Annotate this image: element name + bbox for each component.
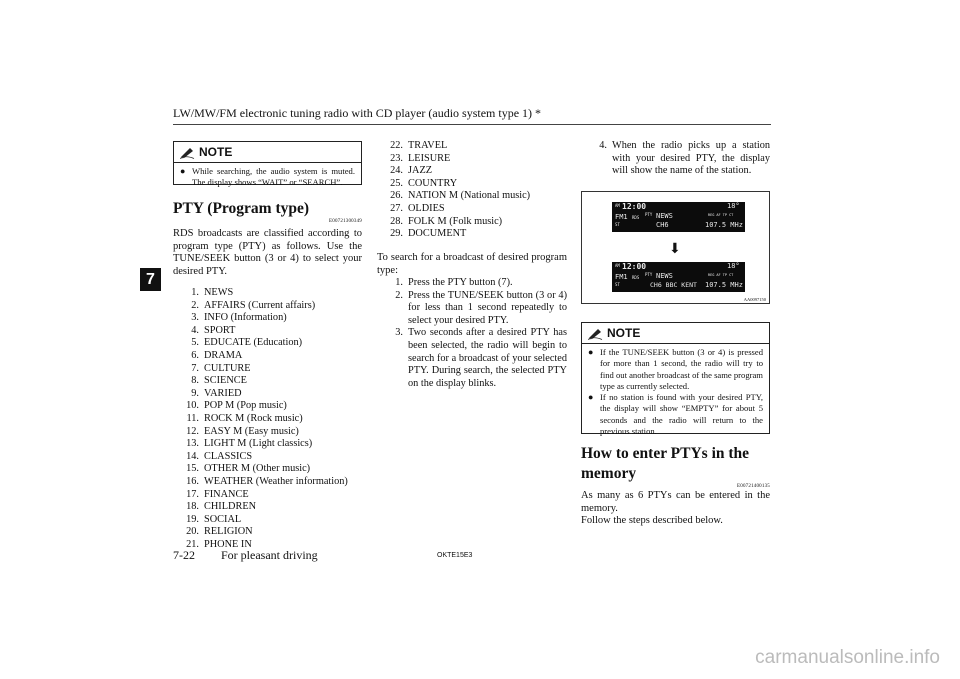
pty-list-item: 25. COUNTRY: [390, 177, 458, 189]
pty-list-text: RELIGION: [204, 526, 253, 538]
radio-display-before: AM 12:00 18° FM1 RDS PTY NEWS REG AF TP CT ST CH6 107.5 MHz: [612, 202, 745, 232]
note-body: [174, 163, 361, 192]
section-code-memory: E00721400135: [737, 484, 770, 489]
pty-list-item: 14. CLASSICS: [186, 450, 253, 462]
pty-list-text: EASY M (Easy music): [204, 425, 299, 437]
temperature-readout: 18°: [727, 262, 740, 270]
pty-list-item: 18. CHILDREN: [186, 501, 257, 513]
pty-list-item: 3. INFO (Information): [191, 312, 287, 324]
pty-list-item: 27. OLDIES: [390, 202, 445, 214]
band-readout: FM1: [615, 213, 628, 221]
pty-list-text: VARIED: [204, 387, 242, 399]
bullet-icon: ●: [588, 392, 594, 403]
pty-list-item: 23. LEISURE: [390, 152, 451, 164]
note-bullet-text: If the TUNE/SEEK button (3 or 4) is pressed for more than 1 second, the radio will try to find out another broadcast of the same program type as currently selected.: [600, 347, 763, 391]
step-text: Press the TUNE/SEEK button (3 or 4) for less than 1 second repeatedly to select your desired PTY.: [408, 289, 567, 326]
pty-list-text: NATION M (National music): [408, 190, 531, 202]
pty-list-item: 19. SOCIAL: [186, 513, 242, 525]
running-header: LW/MW/FM electronic tuning radio with CD player (audio system type 1) *: [173, 106, 542, 120]
pty-list-item: 15. OTHER M (Other music): [186, 463, 311, 475]
pty-list-text: CHILDREN: [204, 501, 257, 513]
pty-intro-paragraph: RDS broadcasts are classified according to program type (PTY) as follows. Use the TUNE/SEEK button (3 or 4) to select your desired PTY.: [173, 228, 362, 277]
pty-list-text: TRAVEL: [408, 140, 448, 151]
step-text: Press the PTY button (7).: [408, 277, 513, 288]
pencil-icon: [588, 327, 603, 340]
page-number: 7-22: [173, 548, 195, 562]
pty-list-item: 6. DRAMA: [191, 349, 243, 361]
pty-readout: NEWS: [656, 272, 673, 280]
pty-list-text: JAZZ: [408, 165, 433, 177]
header-rule: [173, 124, 771, 125]
pty-list-item: 20. RELIGION: [186, 526, 253, 538]
pty-list-item: 12. EASY M (Easy music): [186, 425, 299, 437]
pty-list-text: POP M (Pop music): [204, 400, 287, 412]
pty-list-part2: [377, 140, 567, 241]
note-bullet-text: While searching, the audio system is muted. The display shows “WAIT” or “SEARCH”.: [192, 166, 355, 188]
radio-display-after: AM 12:00 18° FM1 RDS PTY NEWS REG AF TP CT ST CH6 BBC KENT 107.5 MHz: [612, 262, 745, 292]
search-steps-continued: [581, 140, 770, 178]
pty-list-text: SOCIAL: [204, 513, 242, 525]
search-steps: [377, 277, 567, 390]
pty-list-text: OLDIES: [408, 202, 445, 214]
radio-display-figure: [581, 191, 770, 304]
watermark: carmanualsonline.info: [755, 647, 940, 668]
pty-list-text: CLASSICS: [204, 450, 253, 462]
temperature-readout: 18°: [727, 202, 740, 210]
pty-list-item: 29. DOCUMENT: [390, 228, 467, 240]
pencil-icon: [180, 146, 195, 159]
pty-list-text: DRAMA: [204, 349, 243, 361]
pty-list-text: COUNTRY: [408, 177, 458, 189]
pty-list-text: SCIENCE: [204, 375, 247, 387]
pty-list-text: INFO (Information): [204, 312, 287, 324]
memory-instruction: Follow the steps described below.: [581, 515, 723, 526]
note-title: NOTE: [607, 326, 641, 340]
clock-readout: 12:00: [622, 202, 647, 211]
pty-list-item: 8. SCIENCE: [191, 375, 247, 387]
bullet-icon: ●: [588, 347, 594, 357]
step-text: When the radio picks up a station with your desired PTY, the display will show the name of the station.: [612, 140, 770, 177]
figure-code: AA0097150: [743, 297, 766, 302]
pty-list-text: WEATHER (Weather information): [204, 475, 348, 487]
pty-list-item: 13. LIGHT M (Light classics): [186, 438, 313, 450]
pty-list-item: 1. NEWS: [191, 287, 234, 298]
section-code-pty: E00721300349: [329, 219, 362, 224]
pty-readout: NEWS: [656, 212, 673, 220]
pty-list-item: 11. ROCK M (Rock music): [186, 412, 303, 424]
pty-list-item: 17. FINANCE: [186, 488, 249, 500]
pty-list-text: FINANCE: [204, 488, 249, 500]
note-box-searching: [173, 141, 362, 188]
note-bullet-text: If no station is found with your desired PTY, the display will show “EMPTY” for about 5 seconds and the radio will return to the previous station.: [600, 392, 763, 437]
footer-code: OKTE15E3: [437, 552, 473, 559]
pty-list-item: 16. WEATHER (Weather information): [186, 475, 348, 487]
step-item: 1. Press the PTY button (7).: [395, 277, 513, 288]
pty-list-text: ROCK M (Rock music): [204, 412, 303, 424]
note-bullet: [588, 347, 763, 392]
pty-list-item: 26. NATION M (National music): [390, 190, 531, 202]
pty-list-text: LEISURE: [408, 152, 451, 164]
pty-list-text: EDUCATE (Education): [204, 337, 303, 349]
pty-list-item: 4. SPORT: [191, 324, 236, 336]
note-body: [582, 344, 769, 440]
frequency-readout: 107.5 MHz: [705, 221, 743, 229]
pty-list-item: 28. FOLK M (Folk music): [390, 215, 503, 227]
pty-list-item: 21. PHONE IN: [186, 538, 252, 550]
pty-list-item: 22. TRAVEL: [390, 140, 448, 151]
step-item: 4. When the radio picks up a station with your desired PTY, the display will show the name of the station.: [599, 140, 770, 177]
pty-list-part1: [173, 287, 362, 551]
clock-readout: 12:00: [622, 262, 647, 271]
note-title: NOTE: [199, 145, 233, 159]
step-text: Two seconds after a desired PTY has been selected, the radio will begin to search for a broadcast of your selected PTY. During search, the selected PTY on the display blinks.: [408, 327, 567, 389]
section-heading-pty: PTY (Program type): [173, 200, 310, 217]
search-intro: To search for a broadcast of desired program type:: [377, 252, 567, 276]
pty-list-item: 7. CULTURE: [191, 362, 251, 374]
pty-list-text: PHONE IN: [204, 538, 252, 550]
bullet-icon: ●: [180, 166, 186, 176]
frequency-readout: 107.5 MHz: [705, 281, 743, 289]
chapter-tab: 7: [140, 268, 161, 291]
pty-list-text: DOCUMENT: [408, 228, 467, 240]
station-name-readout: CH6: [656, 221, 669, 229]
memory-paragraph: As many as 6 PTYs can be entered in the memory.: [581, 490, 770, 514]
pty-list-text: SPORT: [204, 324, 236, 336]
step-item: 3. Two seconds after a desired PTY has been selected, the radio will begin to search for a broadcast of your selected PTY. During search, the selected PTY on the display blinks.: [395, 327, 567, 389]
note-box-tune-seek: [581, 322, 770, 437]
pty-list-text: CULTURE: [204, 362, 251, 374]
note-bullet: [180, 166, 355, 189]
pty-list-text: FOLK M (Folk music): [408, 215, 503, 227]
pty-list-item: 5. EDUCATE (Education): [191, 337, 303, 349]
note-header: [174, 142, 361, 163]
pty-list-text: LIGHT M (Light classics): [204, 438, 313, 450]
pty-list-item: 10. POP M (Pop music): [186, 400, 287, 412]
note-bullet: [588, 392, 763, 437]
station-name-readout: CH6 BBC KENT: [650, 281, 697, 289]
pty-list-item: 9. VARIED: [191, 387, 242, 399]
section-heading-memory: How to enter PTYs in the memory: [581, 445, 750, 482]
pty-list-item: 2. AFFAIRS (Current affairs): [191, 299, 316, 311]
step-item: 2. Press the TUNE/SEEK button (3 or 4) for less than 1 second repeatedly to select your desired PTY.: [395, 289, 567, 326]
band-readout: FM1: [615, 273, 628, 281]
pty-list-text: NEWS: [204, 287, 234, 298]
pty-list-item: 24. JAZZ: [390, 165, 433, 177]
arrow-down-icon: ⬇: [669, 241, 681, 257]
note-header: [582, 323, 769, 344]
footer-chapter-title: For pleasant driving: [221, 548, 318, 562]
pty-list-text: OTHER M (Other music): [204, 463, 311, 475]
pty-list-text: AFFAIRS (Current affairs): [204, 299, 316, 311]
